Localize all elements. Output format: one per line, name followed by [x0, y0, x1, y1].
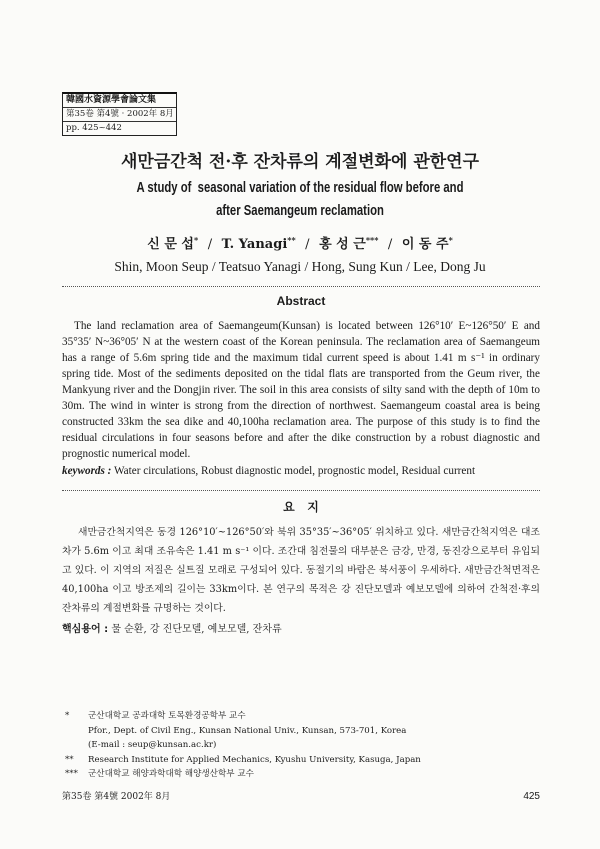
abstract-heading: Abstract — [276, 294, 326, 308]
summary-text: 새만금간척지역은 동경 126°10′~126°50′와 북위 35°35′~36°05′ 위치하고 있다. 새만금간척지역은 대조차가 5.6m 이고 최대 조유속은 1.41 m s⁻¹ 이다. 조간대 침전물의 대부분은 금강, 만경, 동진강으로부터 유입되고 있다. 이 지역의 저질은 실트질 모래로 구성되어 있다. 동절기의 바람은 북서풍이 우세하다. 새만금간척면적은 40,100ha 이고 방조제의 길이는 33km이다. 본 연구의 목적은 강 진단모델과 예보모델에 의하여 간척전·후의 잔차류의 계절변화를 규명하는 것이다. — [62, 527, 540, 614]
summary-keywords-text: 물 순환, 강 진단모델, 예보모델, 잔차류 — [111, 624, 282, 635]
author-affiliation-mark: ** — [287, 235, 296, 245]
footnote — [62, 753, 540, 768]
summary-keywords-label: 핵심용어 : — [62, 624, 109, 635]
journal-name: 韓國水資源學會論文集 — [66, 95, 157, 105]
title-english-line-2: after Saemangeum reclamation — [216, 203, 384, 219]
title-korean: 새만금간척 전·후 잔차류의 계절변화에 관한연구 — [120, 152, 480, 172]
authors-english: Shin, Moon Seup / Teatsuo Yanagi / Hong, Sung Kun / Lee, Dong Ju — [114, 259, 486, 274]
author-name: 신 문 섭 — [147, 237, 194, 252]
footnote-line: Research Institute for Applied Mechanics, Kyushu University, Kasuga, Japan — [88, 754, 421, 765]
author-name: T. Yanagi — [221, 237, 288, 252]
abstract-text: The land reclamation area of Saemangeum(Kunsan) is located between 126°10′ E~126°50′ E and 35°35′ N~36°05′ N at the western coast of the Korean peninsula. The reclamation area of Saemangeum has a range of 5.6m spring tide and the maximum tidal current speed is about 1.41 m s⁻¹ in ordinary spring tide. Most of the sediments deposited on the tidal flats are transported from the Geum river, the Mankyung river and the Dongjin river. The soil in this area consists of silty sand with the depth of 10m to 30m. The wind in winter is strong from the direction of northwest. Saemangeum coastal area is being constructed 33km the sea dike and 40,100ha reclamation area. The purpose of this study is to find the residual circulations in four seasons before and after the dike construction by a robust diagnostic and prognostic numerical model. — [62, 320, 540, 460]
footnote-mark: ** — [65, 754, 74, 765]
keywords-label: keywords : — [62, 465, 112, 477]
author-affiliation-mark: * — [448, 235, 453, 245]
footnotes — [62, 709, 540, 782]
dotted-divider — [62, 286, 540, 287]
dotted-divider — [62, 490, 540, 491]
page-range: pp. 425~442 — [63, 121, 176, 135]
page-footer — [62, 789, 540, 805]
author-separator: / — [305, 237, 310, 252]
keywords-text: Water circulations, Robust diagnostic model, prognostic model, Residual current — [114, 465, 476, 477]
footnote-line: (E-mail : seup@kunsan.ac.kr) — [88, 740, 217, 750]
author-affiliation-mark: *** — [365, 235, 379, 245]
footnote-line: Pfor., Dept. of Civil Eng., Kunsan National Univ., Kunsan, 573-701, Korea — [88, 725, 407, 736]
footer-issue: 第35卷 第4號 2002年 8月 — [62, 792, 171, 802]
footnote-line: 군산대학교 해양과학대학 해양생산학부 교수 — [88, 769, 254, 779]
footnote — [62, 767, 540, 782]
main-content — [62, 286, 540, 639]
authors-korean — [0, 236, 600, 254]
title-english — [0, 177, 600, 223]
author-affiliation-mark: * — [193, 235, 199, 245]
page-number: 425 — [523, 791, 540, 802]
footnote-mark: *** — [65, 769, 78, 779]
author-separator: / — [207, 237, 213, 252]
title-english-line-1: A study of seasonal variation of the residual flow before and — [136, 180, 464, 196]
summary-keywords-line — [62, 621, 540, 639]
volume-issue: 第35卷 第4號 · 2002年 8月 — [63, 107, 176, 121]
journal-info-box — [62, 92, 177, 136]
footnote — [62, 709, 540, 753]
footnote-mark: * — [65, 711, 70, 721]
keywords-line — [62, 463, 540, 479]
summary-heading: 요 지 — [283, 500, 319, 514]
author-name: 이 동 주 — [401, 237, 449, 252]
footnote-line: 군산대학교 공과대학 토목환경공학부 교수 — [88, 711, 246, 721]
author-name: 홍 성 근 — [319, 237, 366, 252]
author-separator: / — [387, 237, 393, 252]
